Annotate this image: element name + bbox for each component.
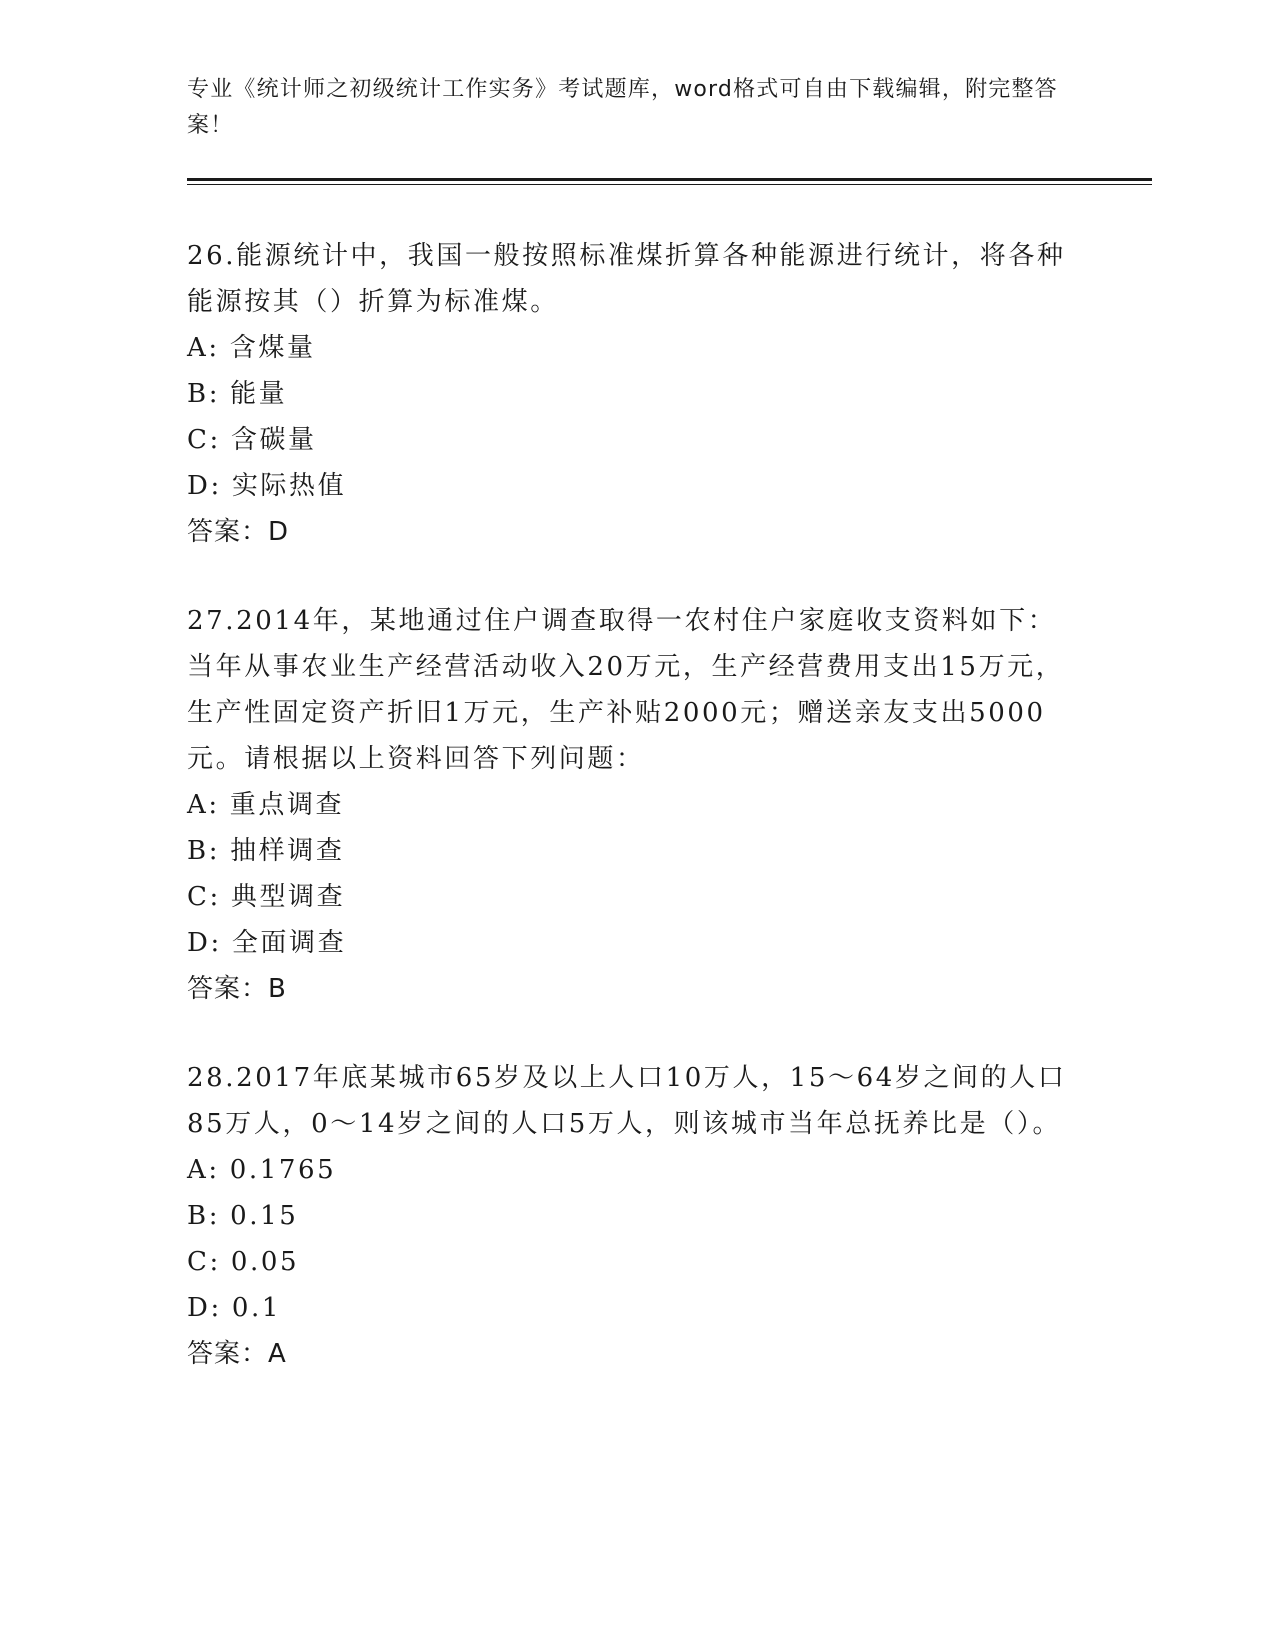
option-c [187, 1239, 1077, 1285]
question-stem: 27.2014年，某地通过住户调查取得一农村住户家庭收支资料如下：当年从事农业生产经营活动收入20万元，生产经营费用支出15万元，生产性固定资产折旧1万元，生产补贴2000元；赠送亲友支出5000元。请根据以上资料回答下列问题： [187, 606, 1065, 774]
option-text: 实际热值 [231, 471, 347, 501]
option-letter: B: [187, 1201, 221, 1231]
question-28 [187, 1055, 1077, 1377]
option-b [187, 1193, 1077, 1239]
option-a [187, 1147, 1077, 1193]
option-letter: C: [187, 882, 221, 912]
option-text: 含煤量 [229, 333, 316, 363]
option-a [187, 325, 1077, 371]
option-c [187, 874, 1077, 920]
option-text: 0.1765 [229, 1155, 337, 1185]
option-text: 能量 [230, 379, 288, 409]
option-letter: C: [187, 425, 221, 455]
answer-line: 答案：A [187, 1339, 287, 1369]
option-text: 0.05 [230, 1247, 300, 1277]
option-a [187, 782, 1077, 828]
answer-line: 答案：D [187, 517, 290, 547]
option-text: 重点调查 [229, 790, 345, 820]
option-text: 抽样调查 [230, 836, 345, 866]
header-rule-thin [187, 184, 1152, 185]
option-letter: A: [187, 1155, 220, 1185]
option-letter: B: [187, 836, 221, 866]
option-letter: A: [187, 333, 220, 363]
document-header: 专业《统计师之初级统计工作实务》考试题库，word格式可自由下载编辑，附完整答案！ [187, 77, 1058, 138]
option-text: 0.15 [230, 1201, 299, 1231]
option-letter: B: [187, 379, 221, 409]
option-b [187, 371, 1077, 417]
question-26 [187, 233, 1077, 555]
option-letter: A: [187, 790, 220, 820]
option-d [187, 920, 1077, 966]
option-c [187, 417, 1077, 463]
question-stem: 26.能源统计中，我国一般按照标准煤折算各种能源进行统计，将各种能源按其（）折算为标准煤。 [187, 241, 1066, 317]
option-letter: D: [187, 928, 222, 958]
option-d [187, 1285, 1077, 1331]
answer-line: 答案：B [187, 974, 287, 1004]
option-b [187, 828, 1077, 874]
option-letter: C: [187, 1247, 221, 1277]
option-text: 典型调查 [230, 882, 346, 912]
question-stem: 28.2017年底某城市65岁及以上人口10万人，15～64岁之间的人口85万人，0～14岁之间的人口5万人，则该城市当年总抚养比是（）。 [187, 1063, 1067, 1139]
option-text: 全面调查 [231, 928, 347, 958]
question-27 [187, 598, 1077, 1012]
option-letter: D: [187, 471, 222, 501]
header-rule-thick [187, 178, 1152, 181]
option-text: 0.1 [231, 1293, 281, 1323]
option-letter: D: [187, 1293, 222, 1323]
option-d [187, 463, 1077, 509]
option-text: 含碳量 [230, 425, 317, 455]
